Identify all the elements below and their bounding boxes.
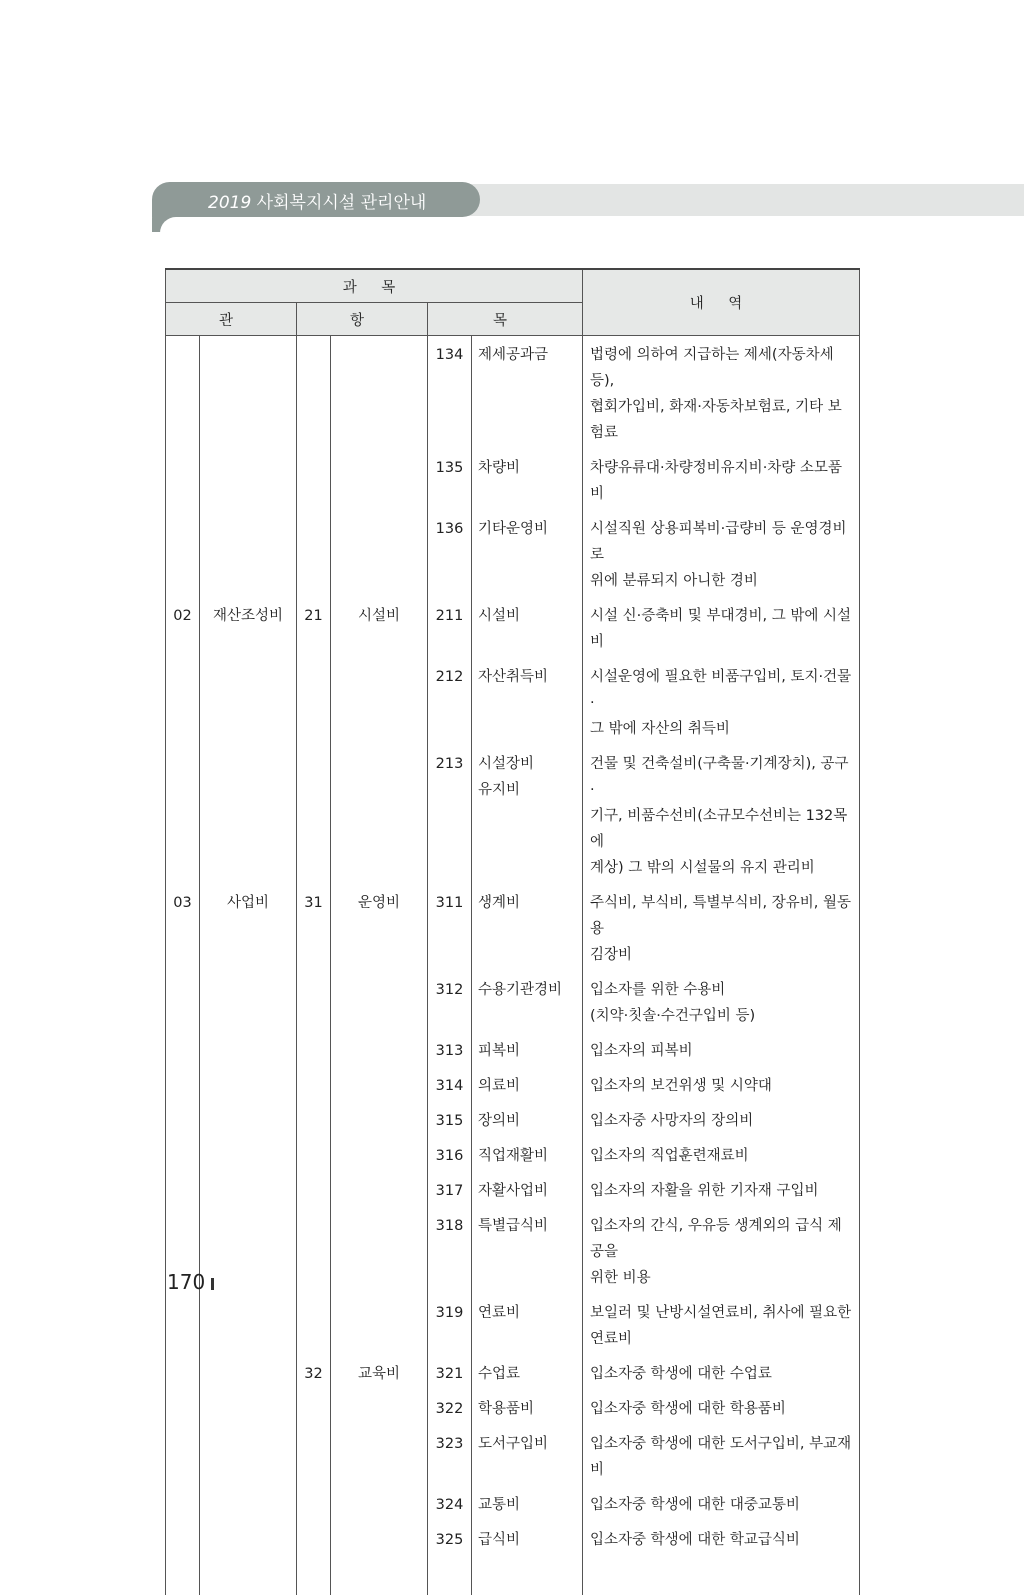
hang-name-cell — [331, 1425, 428, 1486]
mok-name-cell: 수업료 — [472, 1355, 583, 1390]
hang-name-cell — [331, 1032, 428, 1067]
mok-name-cell: 수용기관경비 — [472, 971, 583, 1032]
detail-cell: 시설운영에 필요한 비품구입비, 토지·건물· 그 밖에 자산의 취득비 — [583, 658, 860, 745]
detail-cell: 입소자의 피복비 — [583, 1032, 860, 1067]
gwan-code-cell — [166, 1102, 200, 1137]
gwan-name-cell — [200, 1486, 297, 1521]
detail-cell: 보일러 및 난방시설연료비, 취사에 필요한 연료비 — [583, 1294, 860, 1355]
mok-code-cell: 323 — [428, 1425, 472, 1486]
mok-code-cell: 317 — [428, 1172, 472, 1207]
detail-cell: 시설직원 상용피복비·급량비 등 운영경비로 위에 분류되지 아니한 경비 — [583, 510, 860, 597]
header-gwan: 관 — [166, 303, 297, 336]
hang-name-cell — [331, 336, 428, 450]
detail-cell: 시설 신·증축비 및 부대경비, 그 밖에 시설비 — [583, 597, 860, 658]
hang-code-cell — [297, 1067, 331, 1102]
hang-name-cell — [331, 745, 428, 884]
mok-code-cell: 322 — [428, 1390, 472, 1425]
hang-code-cell: 32 — [297, 1355, 331, 1390]
gwan-name-cell — [200, 1102, 297, 1137]
gwan-name-cell — [200, 1390, 297, 1425]
mok-name-cell: 생계비 — [472, 884, 583, 971]
table-row — [166, 1355, 860, 1390]
detail-cell: 입소자중 사망자의 장의비 — [583, 1102, 860, 1137]
mok-name-cell: 급식비 — [472, 1521, 583, 1556]
mok-name-cell: 차량비 — [472, 449, 583, 510]
detail-cell: 입소자의 직업훈련재료비 — [583, 1137, 860, 1172]
mok-name-cell: 기타운영비 — [472, 510, 583, 597]
gwan-code-cell — [166, 1032, 200, 1067]
table-row — [166, 1390, 860, 1425]
header-title: 사회복지시설 관리안내 — [256, 193, 427, 213]
hang-code-cell — [297, 1172, 331, 1207]
table-row — [166, 1067, 860, 1102]
hang-name-cell — [331, 1137, 428, 1172]
hang-code-cell — [297, 658, 331, 745]
table-row — [166, 597, 860, 658]
gwan-name-cell — [200, 1294, 297, 1355]
hang-code-cell — [297, 449, 331, 510]
detail-cell: 입소자중 학생에 대한 학용품비 — [583, 1390, 860, 1425]
hang-name-cell — [331, 1067, 428, 1102]
hang-name-cell: 교육비 — [331, 1355, 428, 1390]
table-row — [166, 1425, 860, 1486]
header-band — [400, 184, 1024, 216]
gwan-name-cell — [200, 745, 297, 884]
mok-name-cell: 시설장비 유지비 — [472, 745, 583, 884]
hang-name-cell — [331, 971, 428, 1032]
gwan-code-cell — [166, 1521, 200, 1556]
table-row — [166, 510, 860, 597]
gwan-name-cell — [200, 1067, 297, 1102]
hang-code-cell — [297, 1521, 331, 1556]
gwan-name-cell: 재산조성비 — [200, 597, 297, 658]
hang-name-cell — [331, 658, 428, 745]
hang-code-cell — [297, 745, 331, 884]
mok-name-cell: 연료비 — [472, 1294, 583, 1355]
gwan-code-cell — [166, 1390, 200, 1425]
mok-code-cell: 324 — [428, 1486, 472, 1521]
gwan-name-cell — [200, 1032, 297, 1067]
mok-name-cell: 특별급식비 — [472, 1207, 583, 1294]
mok-code-cell: 315 — [428, 1102, 472, 1137]
gwan-code-cell — [166, 510, 200, 597]
detail-cell: 입소자중 학생에 대한 수업료 — [583, 1355, 860, 1390]
gwan-code-cell: 02 — [166, 597, 200, 658]
hang-code-cell — [297, 1486, 331, 1521]
hang-name-cell — [331, 1294, 428, 1355]
table-filler-row — [166, 1556, 860, 1595]
detail-cell: 건물 및 건축설비(구축물·기계장치), 공구· 기구, 비품수선비(소규모수선비는 132목에 계상) 그 밖의 시설물의 유지 관리비 — [583, 745, 860, 884]
hang-code-cell — [297, 1390, 331, 1425]
mok-name-cell: 피복비 — [472, 1032, 583, 1067]
gwan-name-cell — [200, 1355, 297, 1390]
hang-name-cell — [331, 1102, 428, 1137]
table-row — [166, 336, 860, 450]
detail-cell: 입소자의 자활을 위한 기자재 구입비 — [583, 1172, 860, 1207]
gwan-code-cell — [166, 658, 200, 745]
detail-cell: 입소자의 보건위생 및 시약대 — [583, 1067, 860, 1102]
table-row — [166, 884, 860, 971]
gwan-code-cell — [166, 745, 200, 884]
gwan-name-cell — [200, 510, 297, 597]
detail-cell: 법령에 의하여 지급하는 제세(자동차세 등), 협회가입비, 화재·자동차보험료, 기타 보험료 — [583, 336, 860, 450]
hang-name-cell — [331, 1207, 428, 1294]
header-subject: 과 목 — [166, 269, 583, 303]
mok-code-cell: 314 — [428, 1067, 472, 1102]
table-row — [166, 1172, 860, 1207]
table-row — [166, 1486, 860, 1521]
detail-cell: 입소자중 학생에 대한 도서구입비, 부교재비 — [583, 1425, 860, 1486]
detail-cell: 주식비, 부식비, 특별부식비, 장유비, 월동용 김장비 — [583, 884, 860, 971]
mok-code-cell: 211 — [428, 597, 472, 658]
mok-name-cell: 도서구입비 — [472, 1425, 583, 1486]
mok-code-cell: 212 — [428, 658, 472, 745]
header-hang: 항 — [297, 303, 428, 336]
hang-name-cell — [331, 1486, 428, 1521]
mok-name-cell: 제세공과금 — [472, 336, 583, 450]
gwan-name-cell — [200, 971, 297, 1032]
running-header — [208, 188, 426, 213]
gwan-name-cell — [200, 449, 297, 510]
mok-name-cell: 직업재활비 — [472, 1137, 583, 1172]
mok-code-cell: 135 — [428, 449, 472, 510]
header-year: 2019 — [208, 193, 252, 213]
header-mok: 목 — [428, 303, 583, 336]
mok-code-cell: 312 — [428, 971, 472, 1032]
table-row — [166, 1137, 860, 1172]
gwan-name-cell — [200, 1137, 297, 1172]
hang-code-cell — [297, 1207, 331, 1294]
table-row — [166, 745, 860, 884]
table-row — [166, 1294, 860, 1355]
gwan-code-cell — [166, 1355, 200, 1390]
table-row — [166, 449, 860, 510]
gwan-code-cell — [166, 336, 200, 450]
mok-code-cell: 213 — [428, 745, 472, 884]
gwan-code-cell — [166, 1137, 200, 1172]
hang-name-cell — [331, 1172, 428, 1207]
page-number: 170 — [167, 1270, 206, 1294]
mok-name-cell: 시설비 — [472, 597, 583, 658]
hang-code-cell — [297, 1425, 331, 1486]
gwan-code-cell — [166, 971, 200, 1032]
gwan-name-cell — [200, 1425, 297, 1486]
gwan-name-cell — [200, 1172, 297, 1207]
gwan-name-cell — [200, 336, 297, 450]
mok-code-cell: 134 — [428, 336, 472, 450]
detail-cell: 입소자의 간식, 우유등 생계외의 급식 제공을 위한 비용 — [583, 1207, 860, 1294]
mok-code-cell: 325 — [428, 1521, 472, 1556]
gwan-code-cell — [166, 1294, 200, 1355]
table-row — [166, 1207, 860, 1294]
hang-name-cell — [331, 1521, 428, 1556]
gwan-code-cell — [166, 449, 200, 510]
detail-cell: 차량유류대·차량정비유지비·차량 소모품비 — [583, 449, 860, 510]
gwan-code-cell — [166, 1486, 200, 1521]
table-row — [166, 658, 860, 745]
mok-name-cell: 자활사업비 — [472, 1172, 583, 1207]
hang-code-cell: 31 — [297, 884, 331, 971]
mok-code-cell: 321 — [428, 1355, 472, 1390]
mok-name-cell: 자산취득비 — [472, 658, 583, 745]
mok-name-cell: 장의비 — [472, 1102, 583, 1137]
detail-cell: 입소자중 학생에 대한 대중교통비 — [583, 1486, 860, 1521]
hang-code-cell — [297, 1032, 331, 1067]
gwan-name-cell — [200, 1521, 297, 1556]
table-row — [166, 971, 860, 1032]
hang-code-cell — [297, 971, 331, 1032]
mok-name-cell: 의료비 — [472, 1067, 583, 1102]
hang-name-cell: 시설비 — [331, 597, 428, 658]
mok-code-cell: 318 — [428, 1207, 472, 1294]
header-detail: 내 역 — [583, 269, 860, 336]
gwan-code-cell — [166, 1425, 200, 1486]
hang-name-cell — [331, 449, 428, 510]
hang-code-cell — [297, 1137, 331, 1172]
hang-name-cell — [331, 510, 428, 597]
gwan-name-cell: 사업비 — [200, 884, 297, 971]
gwan-code-cell: 03 — [166, 884, 200, 971]
detail-cell: 입소자중 학생에 대한 학교급식비 — [583, 1521, 860, 1556]
gwan-code-cell — [166, 1172, 200, 1207]
page-number-bar — [211, 1278, 214, 1290]
hang-name-cell: 운영비 — [331, 884, 428, 971]
hang-code-cell — [297, 336, 331, 450]
mok-code-cell: 319 — [428, 1294, 472, 1355]
mok-name-cell: 교통비 — [472, 1486, 583, 1521]
gwan-name-cell — [200, 658, 297, 745]
mok-code-cell: 311 — [428, 884, 472, 971]
hang-code-cell — [297, 1294, 331, 1355]
hang-code-cell — [297, 510, 331, 597]
mok-name-cell: 학용품비 — [472, 1390, 583, 1425]
hang-code-cell: 21 — [297, 597, 331, 658]
table-row — [166, 1102, 860, 1137]
budget-account-table — [165, 268, 860, 1595]
table-row — [166, 1521, 860, 1556]
hang-name-cell — [331, 1390, 428, 1425]
gwan-code-cell — [166, 1067, 200, 1102]
mok-code-cell: 313 — [428, 1032, 472, 1067]
mok-code-cell: 316 — [428, 1137, 472, 1172]
hang-code-cell — [297, 1102, 331, 1137]
mok-code-cell: 136 — [428, 510, 472, 597]
detail-cell: 입소자를 위한 수용비 (치약·칫솔·수건구입비 등) — [583, 971, 860, 1032]
table-row — [166, 1032, 860, 1067]
gwan-name-cell — [200, 1207, 297, 1294]
